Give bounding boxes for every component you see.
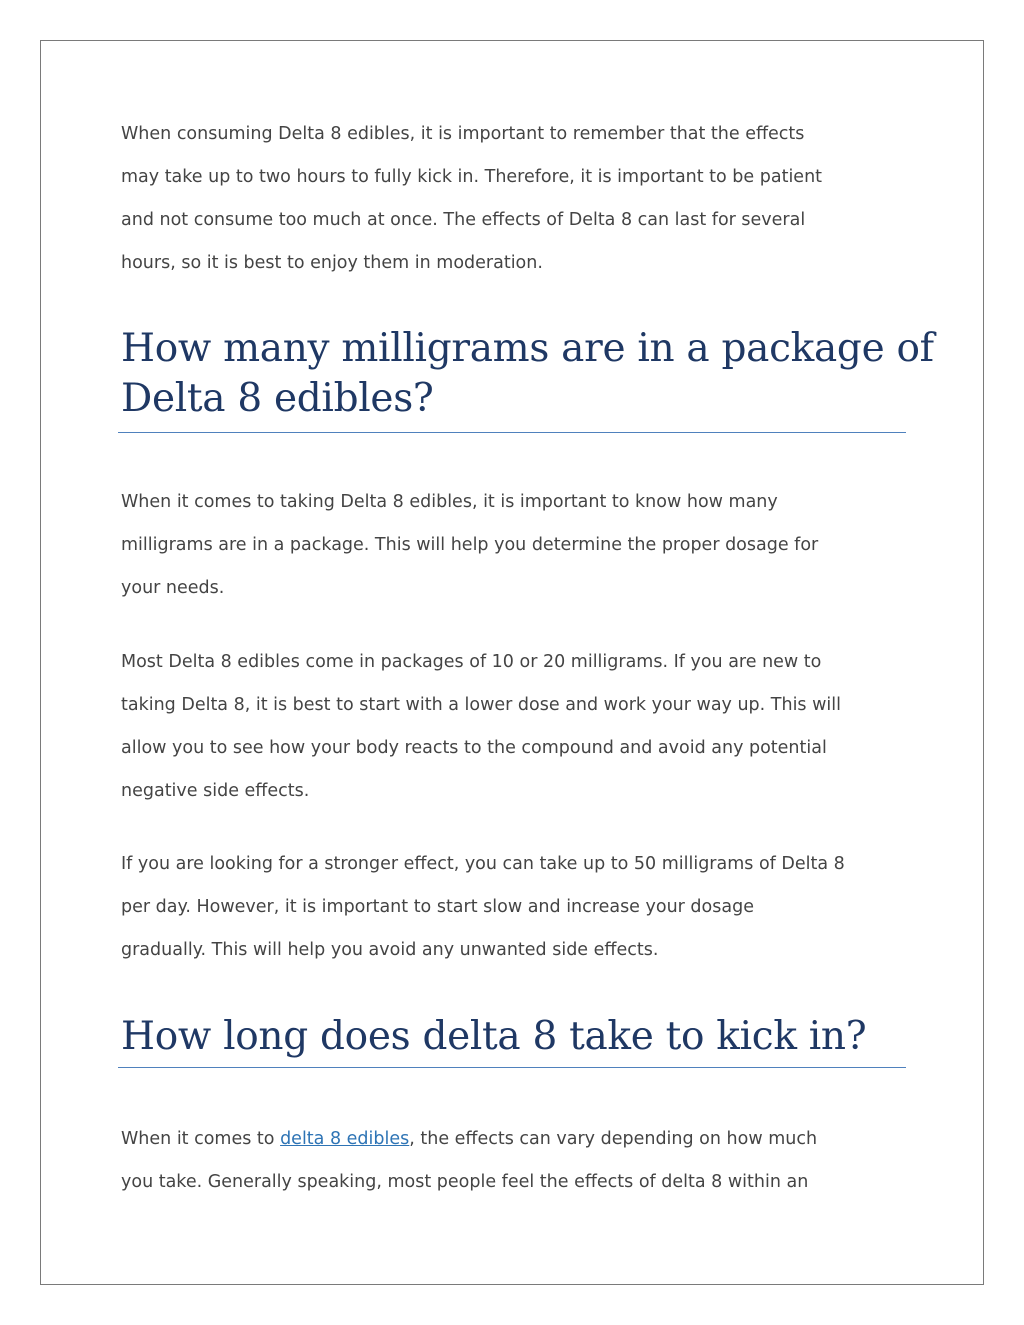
heading-underline-rule	[118, 432, 906, 433]
paragraph-line: negative side effects.	[121, 781, 310, 801]
heading-line: How long does delta 8 take to kick in?	[121, 1014, 867, 1059]
heading-line: Delta 8 edibles?	[121, 376, 434, 421]
paragraph-line	[121, 1118, 907, 1161]
paragraph-line: allow you to see how your body reacts to the compound and avoid any potential	[121, 738, 827, 758]
paragraph-line: hours, so it is best to enjoy them in moderation.	[121, 253, 543, 273]
delta-8-edibles-link[interactable]: delta 8 edibles	[280, 1129, 410, 1149]
paragraph-package-sizes	[121, 641, 907, 813]
paragraph-line: When consuming Delta 8 edibles, it is important to remember that the effects	[121, 124, 805, 144]
paragraph-text: , the effects can vary depending on how much	[409, 1129, 818, 1149]
paragraph-package-intro	[121, 481, 907, 610]
paragraph-intro	[121, 113, 907, 285]
paragraph-line: When it comes to taking Delta 8 edibles, it is important to know how many	[121, 492, 778, 512]
paragraph-line: per day. However, it is important to start slow and increase your dosage	[121, 897, 754, 917]
paragraph-line: milligrams are in a package. This will help you determine the proper dosage for	[121, 535, 819, 555]
paragraph-kick-in	[121, 1118, 907, 1204]
section-heading-kick-in	[121, 1012, 907, 1062]
paragraph-line: and not consume too much at once. The effects of Delta 8 can last for several	[121, 210, 806, 230]
paragraph-stronger-effect	[121, 843, 907, 972]
paragraph-line: If you are looking for a stronger effect, you can take up to 50 milligrams of Delta 8	[121, 854, 845, 874]
paragraph-line: your needs.	[121, 578, 225, 598]
heading-underline-rule	[118, 1067, 906, 1068]
paragraph-line: may take up to two hours to fully kick in. Therefore, it is important to be patient	[121, 167, 823, 187]
paragraph-line: gradually. This will help you avoid any unwanted side effects.	[121, 940, 659, 960]
heading-line: How many milligrams are in a package of	[121, 326, 934, 371]
paragraph-line: taking Delta 8, it is best to start with a lower dose and work your way up. This will	[121, 695, 842, 715]
paragraph-text: When it comes to	[121, 1129, 281, 1149]
paragraph-line: you take. Generally speaking, most people feel the effects of delta 8 within an	[121, 1172, 809, 1192]
section-heading-milligrams	[121, 324, 934, 424]
paragraph-line: Most Delta 8 edibles come in packages of 10 or 20 milligrams. If you are new to	[121, 652, 822, 672]
